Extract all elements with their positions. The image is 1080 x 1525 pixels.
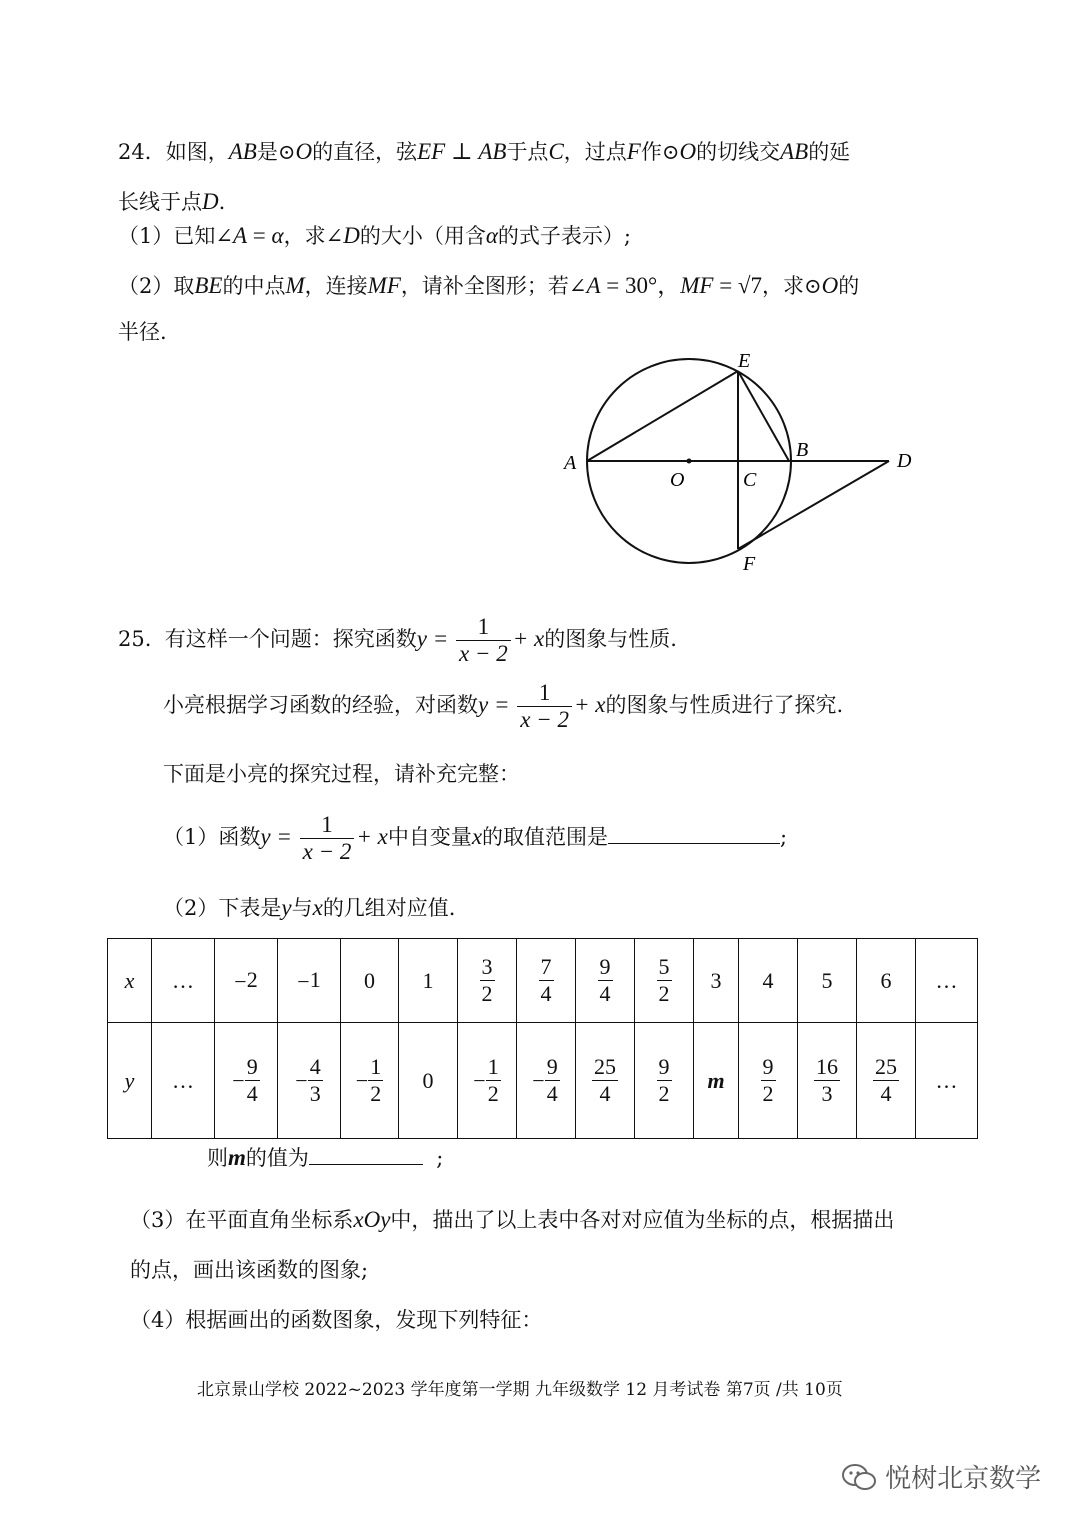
table-cell: $\frac{9}{4}$ <box>576 939 635 1023</box>
fraction: $\frac{1}{x - 2}$ <box>456 614 511 667</box>
label-d: D <box>897 450 912 472</box>
page-footer: 北京景山学校 2022~2023 学年度第一学期 九年级数学 12 月考试卷 第7页 /共 10页 <box>197 1380 843 1400</box>
table-cell: 6 <box>857 939 916 1023</box>
table-cell: $\frac{9}{2}$ <box>635 1023 694 1139</box>
table-cell: − $\frac{9}{4}$ <box>215 1023 278 1139</box>
q25-part4: （4）根据画出的函数图象，发现下列特征： <box>130 1308 543 1332</box>
q25-part2: （2）下表是y与x的几组对应值. <box>163 895 456 920</box>
table-cell: − $\frac{9}{4}$ <box>517 1023 576 1139</box>
m-question: 则m的值为 ; <box>207 1142 443 1172</box>
x-header: x <box>108 939 152 1023</box>
table-cell: −1 <box>278 939 341 1023</box>
table-cell: − $\frac{1}{2}$ <box>341 1023 399 1139</box>
table-cell: 5 <box>798 939 857 1023</box>
q25-part3-line2: 的点，画出该函数的图象; <box>130 1258 369 1282</box>
q25-part3: （3）在平面直角坐标系xOy中，描出了以上表中各对对应值为坐标的点，根据描出 <box>130 1207 895 1232</box>
table-cell: … <box>916 939 978 1023</box>
table-cell: −2 <box>215 939 278 1023</box>
wechat-icon <box>840 1460 880 1494</box>
label-a: A <box>564 452 577 474</box>
fraction: $\frac{1}{x - 2}$ <box>300 812 355 865</box>
table-cell: $\frac{25}{4}$ <box>576 1023 635 1139</box>
value-table <box>107 938 978 1139</box>
q24-part2: （2）取BE的中点M，连接MF，请补全图形；若∠A = 30°，MF = √7，求⊙O的 <box>118 273 860 298</box>
circle-figure <box>540 340 940 580</box>
answer-blank-1[interactable] <box>608 821 780 844</box>
table-row-x <box>108 939 978 1023</box>
table-cell: … <box>152 1023 215 1139</box>
table-cell: $\frac{9}{2}$ <box>739 1023 798 1139</box>
segment-ae <box>587 371 738 461</box>
center-dot <box>687 459 692 464</box>
y-header: y <box>108 1023 152 1139</box>
table-cell: $\frac{3}{2}$ <box>458 939 517 1023</box>
table-cell: 3 <box>694 939 739 1023</box>
table-row-y <box>108 1023 978 1139</box>
table-cell: 0 <box>341 939 399 1023</box>
table-cell: $\frac{16}{3}$ <box>798 1023 857 1139</box>
table-cell: m <box>694 1023 739 1139</box>
q25-intro: 25. 有这样一个问题：探究函数y = $\frac{1}{x - 2}$ + x的图象与性质. <box>118 614 677 666</box>
q25-part1: （1）函数y = $\frac{1}{x - 2}$ + x中自变量x的取值范围是 ; <box>163 812 788 864</box>
label-e: E <box>738 350 751 372</box>
q24-line1: 24．如图，AB是⊙O的直径，弦EF ⊥ AB于点C，过点F作⊙O的切线交AB的延 <box>118 139 851 164</box>
table-cell: $\frac{25}{4}$ <box>857 1023 916 1139</box>
table-cell: $\frac{5}{2}$ <box>635 939 694 1023</box>
label-c: C <box>743 469 757 491</box>
label-b: B <box>796 439 809 461</box>
table-cell: … <box>152 939 215 1023</box>
q25-line2: 小亮根据学习函数的经验，对函数y = $\frac{1}{x - 2}$ + x的图象与性质进行了探究. <box>163 680 844 732</box>
tangent-fd <box>738 461 889 549</box>
table-cell: 1 <box>399 939 458 1023</box>
label-o: O <box>670 469 685 491</box>
table-cell: 4 <box>739 939 798 1023</box>
table-cell: 0 <box>399 1023 458 1139</box>
q24-line2: 长线于点D. <box>118 189 226 214</box>
table-cell: − $\frac{1}{2}$ <box>458 1023 517 1139</box>
q24-part2-line2: 半径. <box>118 320 167 344</box>
table-cell: − $\frac{4}{3}$ <box>278 1023 341 1139</box>
table-cell: $\frac{7}{4}$ <box>517 939 576 1023</box>
fraction: $\frac{1}{x - 2}$ <box>517 680 572 733</box>
answer-blank-m[interactable] <box>309 1142 423 1165</box>
watermark: 悦树北京数学 <box>840 1458 1041 1495</box>
table-cell: … <box>916 1023 978 1139</box>
q24-part1: （1）已知∠A = α，求∠D的大小（用含α的式子表示）; <box>118 223 631 248</box>
label-f: F <box>743 553 756 575</box>
q25-line3: 下面是小亮的探究过程，请补充完整： <box>163 762 520 786</box>
